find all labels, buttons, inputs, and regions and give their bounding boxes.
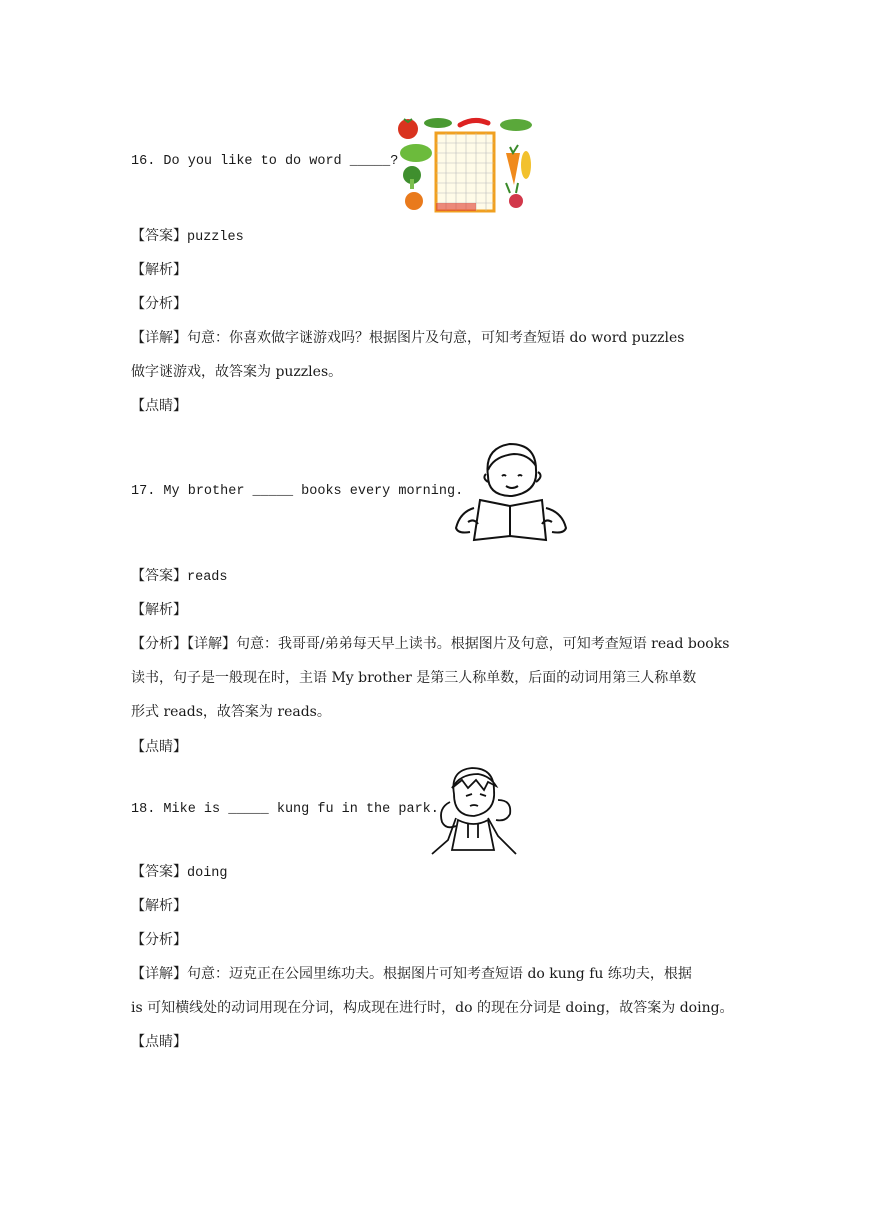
answer-value: doing	[187, 866, 228, 881]
question-16-stem	[131, 152, 398, 172]
question-number: 18.	[131, 802, 156, 817]
boy-reading-book-picture	[454, 440, 570, 544]
detail-18	[131, 957, 751, 1025]
vegetables-word-search-picture	[394, 113, 536, 213]
question-text: My brother _____ books every morning.	[163, 484, 464, 499]
fenxi-16: 【分析】	[131, 296, 187, 312]
question-number: 17.	[131, 484, 156, 499]
detail-line: 句意：迈克正在公园里练功夫。根据图片可知考查短语 do kung fu 练功夫，根据	[187, 966, 692, 982]
detail-17	[131, 627, 741, 729]
analysis-18: 【解析】	[131, 898, 187, 914]
analysis-17: 【解析】	[131, 602, 187, 618]
detail-line: is 可知横线处的动词用现在分词，构成现在进行时，do 的现在分词是 doing，故答案为 doing。	[131, 1000, 734, 1016]
detail-tag: 【分析】【详解】	[131, 636, 236, 652]
comment-16: 【点睛】	[131, 398, 187, 414]
answer-17	[131, 566, 228, 588]
fenxi-18: 【分析】	[131, 932, 187, 948]
answer-value: reads	[187, 570, 228, 585]
detail-tag: 【详解】	[131, 966, 187, 982]
answer-value: puzzles	[187, 230, 244, 245]
comment-18: 【点睛】	[131, 1034, 187, 1050]
detail-line: 句意：你喜欢做字谜游戏吗？根据图片及句意，可知考查短语 do word puzzles	[187, 330, 685, 346]
detail-line: 读书，句子是一般现在时，主语 My brother 是第三人称单数，后面的动词用第三人称单数	[131, 670, 697, 686]
detail-line: 形式 reads，故答案为 reads。	[131, 704, 331, 720]
comment-17: 【点睛】	[131, 739, 187, 755]
answer-18	[131, 862, 228, 884]
answer-tag: 【答案】	[131, 864, 187, 880]
analysis-16: 【解析】	[131, 262, 187, 278]
question-18-stem	[131, 800, 439, 820]
detail-16	[131, 321, 741, 389]
question-text: Mike is _____ kung fu in the park.	[163, 802, 439, 817]
answer-16	[131, 226, 244, 248]
detail-tag: 【详解】	[131, 330, 187, 346]
answer-tag: 【答案】	[131, 568, 187, 584]
boy-kung-fu-picture	[428, 764, 518, 856]
detail-line: 做字谜游戏，故答案为 puzzles。	[131, 364, 343, 380]
question-number: 16.	[131, 154, 156, 169]
question-17-stem	[131, 482, 463, 502]
answer-tag: 【答案】	[131, 228, 187, 244]
detail-line: 句意：我哥哥/弟弟每天早上读书。根据图片及句意，可知考查短语 read books	[236, 636, 730, 652]
question-text: Do you like to do word _____?	[163, 154, 399, 169]
